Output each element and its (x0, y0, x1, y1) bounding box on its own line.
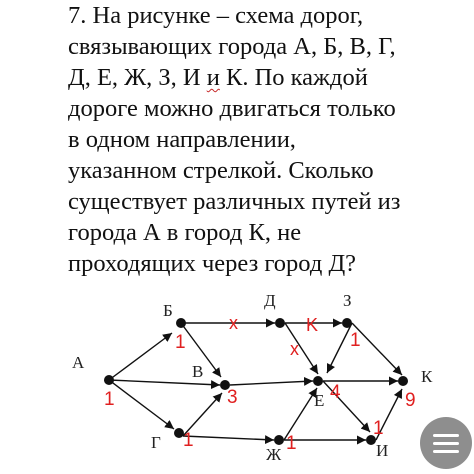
problem-line-7: существует различных путей из (68, 188, 401, 215)
edge-A-G (109, 380, 174, 429)
node-label-G: Г (151, 433, 161, 452)
problem-line-2: связывающих города А, Б, В, Г, (68, 33, 396, 60)
problem-line-3-underlined-word: и (206, 64, 220, 91)
problem-line-9: проходящих через город Д? (68, 250, 357, 277)
edge-A-V (109, 380, 220, 385)
edge-V-E (230, 381, 313, 385)
problem-line-4: дороге можно двигаться только (68, 95, 396, 122)
node-K (398, 376, 408, 386)
annotation-cross-D-E: x (290, 339, 299, 359)
node-A (104, 375, 114, 385)
edge-Z-E (327, 323, 352, 373)
problem-line-3-part-a: Д, Е, Ж, З, И (68, 64, 201, 91)
node-label-D: Д (264, 291, 276, 310)
node-label-ZH: Ж (266, 445, 282, 464)
problem-line-6: указанном стрелкой. Сколько (68, 157, 374, 184)
annotation-I: 1 (373, 418, 384, 439)
problem-line-3-part-b: К. По каждой (225, 64, 368, 91)
node-label-B: Б (163, 301, 173, 320)
annotation-E: 4 (330, 382, 341, 403)
annotation-cross-D-Z: K (306, 315, 319, 335)
node-label-E: Е (314, 391, 325, 410)
node-Z (342, 318, 352, 328)
annotation-V: 3 (227, 387, 238, 408)
problem-line-5: в одном направлении, (68, 126, 296, 153)
edge-G-ZH (183, 436, 274, 440)
node-label-K: К (421, 367, 433, 386)
node-E (313, 376, 323, 386)
edge-A-B (109, 333, 172, 380)
node-label-A: А (72, 353, 85, 372)
node-label-Z: З (343, 291, 352, 310)
annotation-ZH: 1 (286, 433, 297, 454)
annotation-G: 1 (183, 430, 194, 451)
node-D (275, 318, 285, 328)
node-ZH (274, 435, 284, 445)
menu-button[interactable] (420, 417, 472, 469)
annotation-K: 9 (405, 390, 416, 411)
node-label-I: И (376, 441, 389, 460)
node-B (176, 318, 186, 328)
problem-line-8: города А в город К, не (68, 219, 302, 246)
annotation-B: 1 (175, 332, 186, 353)
annotation-cross-B-D: x (229, 313, 238, 333)
annotation-Z: 1 (350, 330, 361, 351)
node-label-V: В (192, 362, 204, 381)
problem-line-1: 7. На рисунке – схема дорог, (68, 2, 364, 29)
annotation-A: 1 (104, 389, 115, 410)
